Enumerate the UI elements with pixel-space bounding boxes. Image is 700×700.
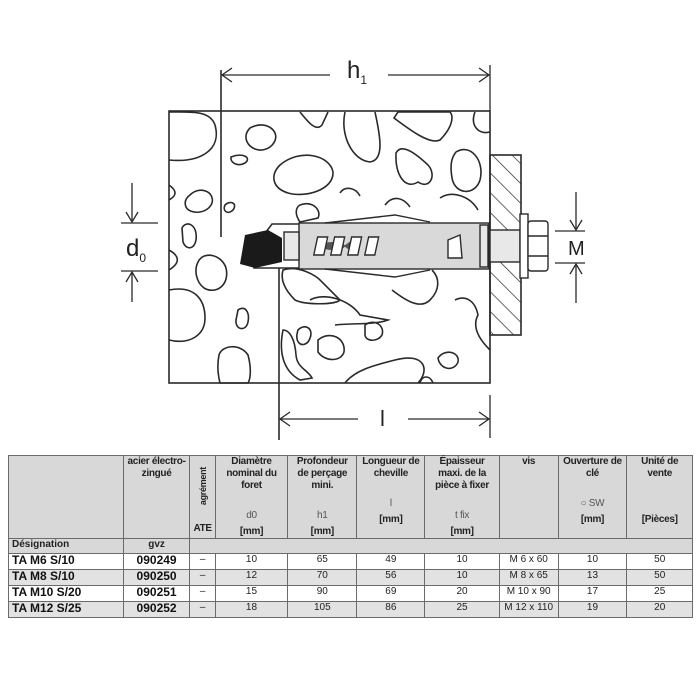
designation-row <box>9 539 693 554</box>
designation-code-label: gvz <box>123 539 190 554</box>
header-empty <box>9 456 124 539</box>
header-wrench-size: Ouverture de clé ○ SW [mm] <box>558 456 627 539</box>
specification-table <box>8 455 693 618</box>
anchor-sleeve <box>284 215 489 277</box>
header-drill-diameter: Diamètre nominal du foret d0 [mm] <box>215 456 287 539</box>
h1-label: $h_1$ <box>347 57 368 87</box>
table-row: TA M6 S/10 090249 – 10 65 49 10 M 6 x 60 10 50 <box>9 554 693 570</box>
header-sales-unit: Unité de vente [Pièces] <box>627 456 693 539</box>
table-row: TA M12 S/25 090252 – 18 105 86 25 M 12 x 110 19 20 <box>9 602 693 618</box>
expansion-plug <box>240 230 282 268</box>
table-row: TA M10 S/20 090251 – 15 90 69 20 M 10 x 90 17 25 <box>9 586 693 602</box>
header-drill-depth: Profondeur de perçage mini. h1 [mm] <box>288 456 357 539</box>
header-screw: vis <box>499 456 558 539</box>
table-row: TA M8 S/10 090250 – 12 70 56 10 M 8 x 65 13 50 <box>9 570 693 586</box>
l-label: l <box>380 406 385 431</box>
dimension-l <box>280 395 490 438</box>
header-material: acier électro-zingué <box>123 456 190 539</box>
designation-label: Désignation <box>9 539 124 554</box>
m-label: M <box>568 238 585 260</box>
header-approval: agrément ATE <box>190 456 215 539</box>
d0-label: $d_0$ <box>126 235 147 265</box>
header-fixture-thickness: Épaisseur maxi. de la pièce à fixer t fix [mm] <box>425 456 500 539</box>
table-header-row <box>9 456 693 539</box>
header-anchor-length: Longueur de cheville l [mm] <box>357 456 425 539</box>
